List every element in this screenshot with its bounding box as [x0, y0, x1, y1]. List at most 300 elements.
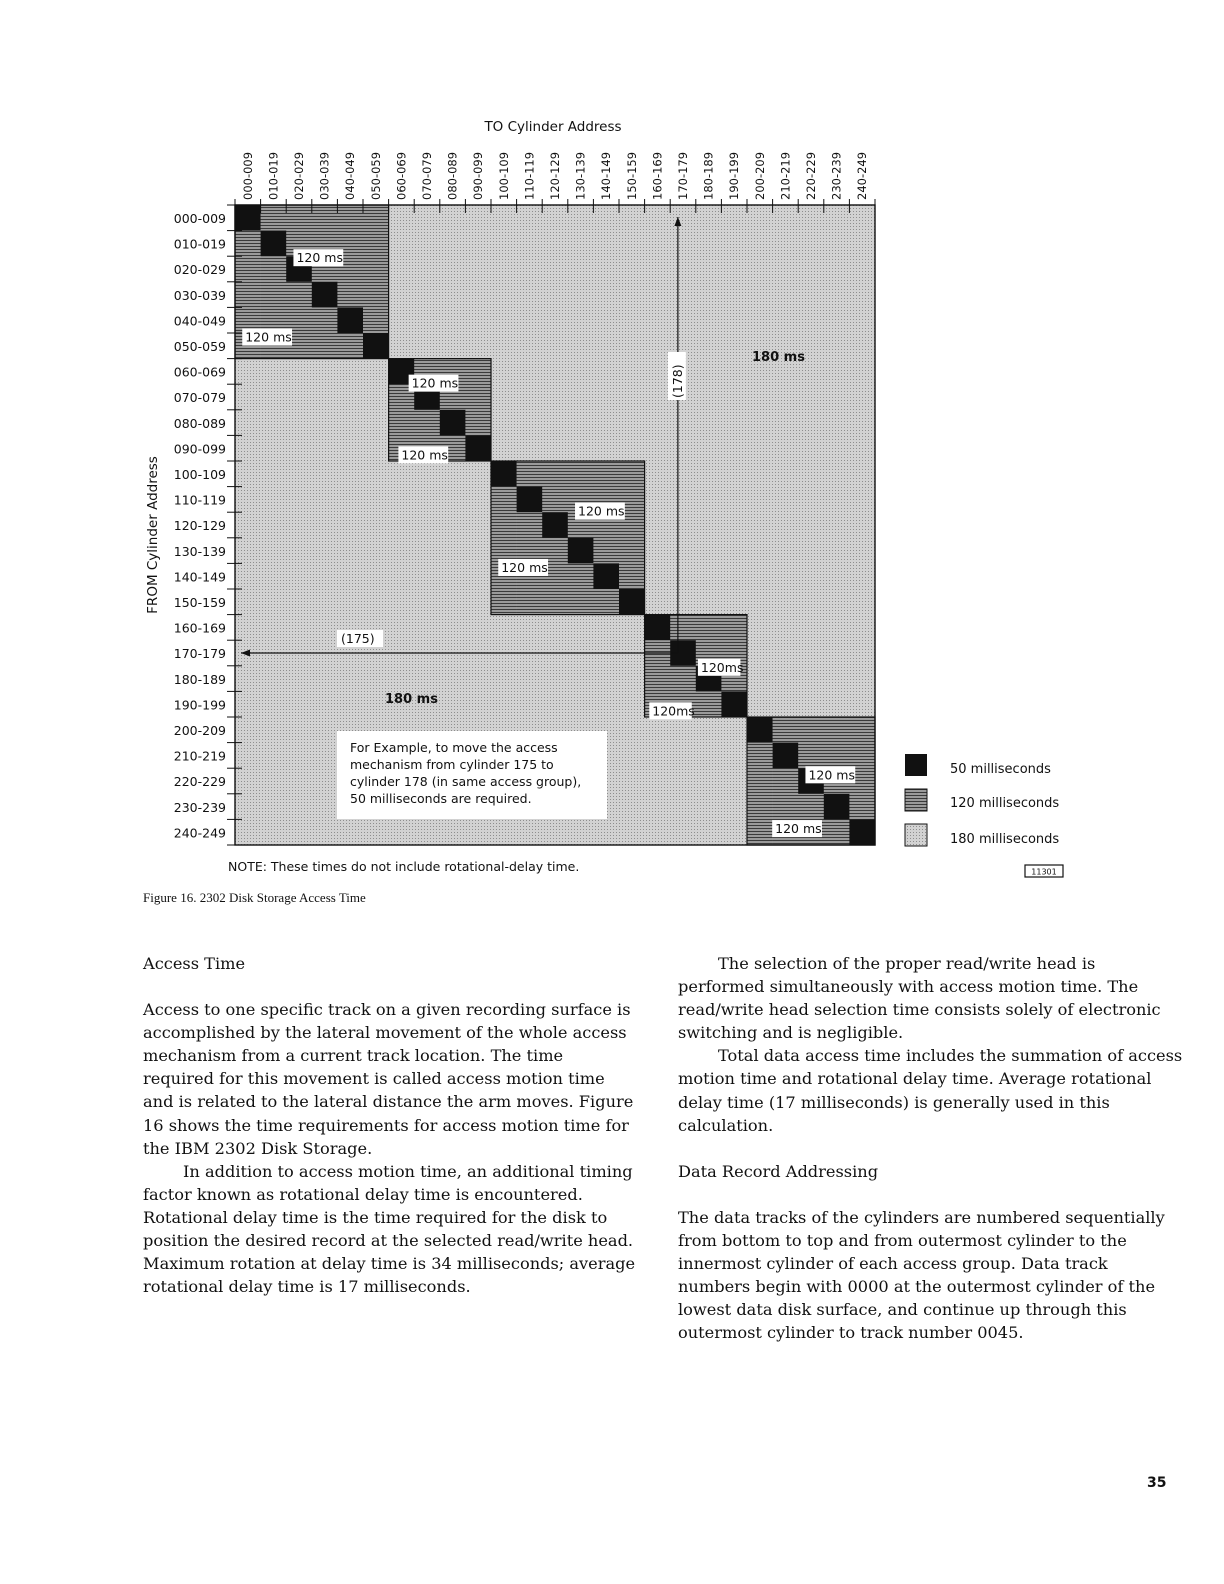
from-label-230-239: 230-239	[173, 799, 226, 815]
cell-000-009-to-050-059	[363, 205, 389, 231]
label-120-group-5-lower-text: 120 ms	[775, 821, 822, 837]
cell-200-209-to-230-239	[824, 717, 850, 743]
cell-240-249-to-000-009	[235, 819, 261, 845]
right-column	[678, 952, 1183, 1344]
cell-090-099-to-130-139	[568, 435, 594, 461]
cell-040-049-to-190-199	[721, 307, 747, 333]
cell-020-029-to-120-129	[542, 256, 568, 282]
cell-070-079-to-140-149	[593, 384, 619, 410]
cell-070-079-to-190-199	[721, 384, 747, 410]
cell-100-109-to-040-049	[337, 461, 363, 487]
cell-130-139-to-210-219	[773, 538, 799, 564]
cell-240-249-to-010-019	[261, 819, 287, 845]
cell-040-049-to-210-219	[773, 307, 799, 333]
from-label-030-039: 030-039	[173, 287, 226, 303]
figure-caption: Figure 16. 2302 Disk Storage Access Time	[143, 890, 366, 905]
cell-010-019-to-130-139	[568, 231, 594, 257]
cell-010-019-to-010-019	[261, 231, 287, 257]
from-label-160-169: 160-169	[173, 620, 226, 636]
cell-190-199-to-180-189	[696, 691, 722, 717]
cell-190-199-to-150-159	[619, 691, 645, 717]
cell-140-149-to-160-169	[645, 563, 671, 589]
cell-120-129-to-180-189	[696, 512, 722, 538]
cell-040-049-to-150-159	[619, 307, 645, 333]
cell-120-129-to-200-209	[747, 512, 773, 538]
cell-090-099-to-190-199	[721, 435, 747, 461]
cell-080-089-to-010-019	[261, 410, 287, 436]
cell-050-059-to-230-239	[824, 333, 850, 359]
cell-060-069-to-240-249	[849, 359, 875, 385]
cell-090-099-to-240-249	[849, 435, 875, 461]
cell-130-139-to-170-179	[670, 538, 696, 564]
cell-030-039-to-240-249	[849, 282, 875, 308]
cell-050-059-to-070-079	[414, 333, 440, 359]
label-120-group-1-upper-text: 120 ms	[296, 250, 343, 266]
cell-010-019-to-120-129	[542, 231, 568, 257]
cell-100-109-to-020-029	[286, 461, 312, 487]
cell-060-069-to-050-059	[363, 359, 389, 385]
cell-080-089-to-210-219	[773, 410, 799, 436]
cell-110-119-to-220-229	[798, 487, 824, 513]
cell-050-059-to-040-049	[337, 333, 363, 359]
cell-010-019-to-180-189	[696, 231, 722, 257]
cell-000-009-to-180-189	[696, 205, 722, 231]
cell-060-069-to-090-099	[465, 359, 491, 385]
cell-050-059-to-100-109	[491, 333, 517, 359]
cell-050-059-to-180-189	[696, 333, 722, 359]
cell-130-139-to-020-029	[286, 538, 312, 564]
cell-080-089-to-150-159	[619, 410, 645, 436]
cell-040-049-to-220-229	[798, 307, 824, 333]
cell-040-049-to-040-049	[337, 307, 363, 333]
cell-050-059-to-160-169	[645, 333, 671, 359]
cell-010-019-to-060-069	[389, 231, 415, 257]
cell-190-199-to-100-109	[491, 691, 517, 717]
cell-100-109-to-090-099	[465, 461, 491, 487]
cell-100-109-to-150-159	[619, 461, 645, 487]
figure-id: 11301	[1031, 867, 1057, 877]
cell-120-129-to-050-059	[363, 512, 389, 538]
cell-090-099-to-220-229	[798, 435, 824, 461]
cell-160-169-to-080-089	[440, 615, 466, 641]
cell-200-209-to-030-039	[312, 717, 338, 743]
cell-090-099-to-000-009	[235, 435, 261, 461]
cell-060-069-to-150-159	[619, 359, 645, 385]
cell-200-209-to-220-229	[798, 717, 824, 743]
cell-010-019-to-000-009	[235, 231, 261, 257]
cell-040-049-to-030-039	[312, 307, 338, 333]
cell-100-109-to-000-009	[235, 461, 261, 487]
cell-030-039-to-130-139	[568, 282, 594, 308]
cell-100-109-to-130-139	[568, 461, 594, 487]
cell-160-169-to-150-159	[619, 615, 645, 641]
cell-180-189-to-070-079	[414, 666, 440, 692]
from-label-060-069: 060-069	[173, 364, 226, 380]
cell-120-129-to-010-019	[261, 512, 287, 538]
cell-100-109-to-240-249	[849, 461, 875, 487]
cell-030-039-to-170-179	[670, 282, 696, 308]
label-120-group-2-upper	[409, 375, 459, 392]
cell-050-059-to-030-039	[312, 333, 338, 359]
cell-150-159-to-050-059	[363, 589, 389, 615]
from-label-050-059: 050-059	[173, 339, 226, 354]
cell-030-039-to-030-039	[312, 282, 338, 308]
cell-110-119-to-240-249	[849, 487, 875, 513]
cell-040-049-to-230-239	[824, 307, 850, 333]
example-line-3: cylinder 178 (in same access group),	[350, 774, 582, 789]
cell-000-009-to-170-179	[670, 205, 696, 231]
cell-140-149-to-060-069	[389, 563, 415, 589]
cell-160-169-to-180-189	[696, 615, 722, 641]
to-label-040-049: 040-049	[343, 151, 358, 200]
cell-030-039-to-080-089	[440, 282, 466, 308]
cell-140-149-to-220-229	[798, 563, 824, 589]
cell-080-089-to-140-149	[593, 410, 619, 436]
example-line-2: mechanism from cylinder 175 to	[350, 757, 554, 772]
cell-060-069-to-140-149	[593, 359, 619, 385]
cell-090-099-to-050-059	[363, 435, 389, 461]
cell-050-059-to-090-099	[465, 333, 491, 359]
cell-000-009-to-040-049	[337, 205, 363, 231]
cell-180-189-to-010-019	[261, 666, 287, 692]
cell-180-189-to-090-099	[465, 666, 491, 692]
cell-040-049-to-200-209	[747, 307, 773, 333]
label-120-group-5-upper	[805, 766, 855, 783]
cell-160-169-to-220-229	[798, 615, 824, 641]
cell-110-119-to-000-009	[235, 487, 261, 513]
cell-060-069-to-110-119	[517, 359, 543, 385]
cell-160-169-to-000-009	[235, 615, 261, 641]
cell-010-019-to-160-169	[645, 231, 671, 257]
cell-140-149-to-230-239	[824, 563, 850, 589]
cell-110-119-to-100-109	[491, 487, 517, 513]
cell-170-179-to-230-239	[824, 640, 850, 666]
cell-010-019-to-220-229	[798, 231, 824, 257]
cell-140-149-to-020-029	[286, 563, 312, 589]
cell-150-159-to-150-159	[619, 589, 645, 615]
legend-label-180: 180 milliseconds	[950, 832, 1060, 847]
cell-150-159-to-020-029	[286, 589, 312, 615]
cell-180-189-to-110-119	[517, 666, 543, 692]
cell-180-189-to-160-169	[645, 666, 671, 692]
to-label-180-189: 180-189	[701, 151, 716, 200]
cell-210-219-to-150-159	[619, 743, 645, 769]
to-label-230-239: 230-239	[829, 151, 844, 200]
cell-130-139-to-240-249	[849, 538, 875, 564]
cell-200-209-to-240-249	[849, 717, 875, 743]
label-120-group-3-upper	[575, 503, 625, 520]
to-cylinder-labels	[241, 152, 869, 200]
cell-010-019-to-100-109	[491, 231, 517, 257]
cell-180-189-to-200-209	[747, 666, 773, 692]
cell-070-079-to-160-169	[645, 384, 671, 410]
cell-040-049-to-240-249	[849, 307, 875, 333]
cell-180-189-to-060-069	[389, 666, 415, 692]
cell-030-039-to-230-239	[824, 282, 850, 308]
cell-140-149-to-190-199	[721, 563, 747, 589]
to-label-060-069: 060-069	[394, 151, 409, 200]
cell-080-089-to-170-179	[670, 410, 696, 436]
label-120-group-3-lower	[498, 559, 548, 576]
cell-190-199-to-190-199	[721, 691, 747, 717]
cell-090-099-to-140-149	[593, 435, 619, 461]
cell-090-099-to-040-049	[337, 435, 363, 461]
cell-240-249-to-120-129	[542, 819, 568, 845]
cell-140-149-to-140-149	[593, 563, 619, 589]
paragraph-total-access: Total data access time includes the summation of access motion time and rotational delay time. Average rotational delay time (17 milliseconds) is generally used in this calculation.	[678, 1046, 1183, 1135]
from-label-130-139: 130-139	[173, 543, 226, 559]
cell-150-159-to-180-189	[696, 589, 722, 615]
cell-150-159-to-130-139	[568, 589, 594, 615]
cell-030-039-to-150-159	[619, 282, 645, 308]
cell-040-049-to-160-169	[645, 307, 671, 333]
cell-180-189-to-130-139	[568, 666, 594, 692]
cell-020-029-to-130-139	[568, 256, 594, 282]
cell-070-079-to-010-019	[261, 384, 287, 410]
cell-230-239-to-210-219	[773, 794, 799, 820]
to-label-000-009: 000-009	[240, 151, 255, 200]
cell-000-009-to-070-079	[414, 205, 440, 231]
cell-230-239-to-240-249	[849, 794, 875, 820]
cell-040-049-to-110-119	[517, 307, 543, 333]
cell-130-139-to-090-099	[465, 538, 491, 564]
cell-080-089-to-040-049	[337, 410, 363, 436]
cell-100-109-to-140-149	[593, 461, 619, 487]
cell-070-079-to-120-129	[542, 384, 568, 410]
paragraph-access-2: In addition to access motion time, an additional timing factor known as rotational delay time is encountered. Rotational delay time is the time required for the disk to position the desired record at the selected read/write head. Maximum rotation at delay time is 34 milliseconds; average rotational delay time is 17 milliseconds.	[143, 1161, 636, 1297]
example-to-label: (178)	[669, 364, 685, 398]
cell-120-129-to-060-069	[389, 512, 415, 538]
page-number: 35	[1147, 1475, 1167, 1491]
cell-080-089-to-240-249	[849, 410, 875, 436]
cell-160-169-to-240-249	[849, 615, 875, 641]
cell-040-049-to-140-149	[593, 307, 619, 333]
cell-240-249-to-130-139	[568, 819, 594, 845]
cell-020-029-to-100-109	[491, 256, 517, 282]
cell-180-189-to-220-229	[798, 666, 824, 692]
cell-070-079-to-180-189	[696, 384, 722, 410]
cell-050-059-to-110-119	[517, 333, 543, 359]
cell-070-079-to-220-229	[798, 384, 824, 410]
cell-130-139-to-130-139	[568, 538, 594, 564]
label-120-group-1-upper	[293, 249, 343, 266]
cell-040-049-to-170-179	[670, 307, 696, 333]
cell-000-009-to-120-129	[542, 205, 568, 231]
cell-060-069-to-100-109	[491, 359, 517, 385]
cell-020-029-to-150-159	[619, 256, 645, 282]
cell-110-119-to-090-099	[465, 487, 491, 513]
cell-080-089-to-120-129	[542, 410, 568, 436]
cell-110-119-to-190-199	[721, 487, 747, 513]
cell-150-159-to-080-089	[440, 589, 466, 615]
label-180-lower: 180 ms	[385, 692, 438, 707]
cell-110-119-to-120-129	[542, 487, 568, 513]
cell-120-129-to-000-009	[235, 512, 261, 538]
cell-240-249-to-160-169	[645, 819, 671, 845]
cell-130-139-to-030-039	[312, 538, 338, 564]
cell-130-139-to-050-059	[363, 538, 389, 564]
cell-020-029-to-010-019	[261, 256, 287, 282]
cell-010-019-to-070-079	[414, 231, 440, 257]
to-label-080-089: 080-089	[445, 151, 460, 200]
cell-080-089-to-080-089	[440, 410, 466, 436]
cell-140-149-to-070-079	[414, 563, 440, 589]
legend-label-120: 120 milliseconds	[950, 796, 1060, 811]
label-120-group-2-upper-text: 120 ms	[411, 375, 459, 391]
cell-150-159-to-190-199	[721, 589, 747, 615]
cell-120-129-to-220-229	[798, 512, 824, 538]
cell-100-109-to-060-069	[389, 461, 415, 487]
cell-240-249-to-070-079	[414, 819, 440, 845]
cell-120-129-to-080-089	[440, 512, 466, 538]
cell-050-059-to-120-129	[542, 333, 568, 359]
cell-000-009-to-190-199	[721, 205, 747, 231]
label-120-group-4-lower-text: 120ms	[652, 703, 695, 719]
cell-140-149-to-080-089	[440, 563, 466, 589]
cell-110-119-to-160-169	[645, 487, 671, 513]
paragraph-track-numbering: The data tracks of the cylinders are numbered sequentially from bottom to top and from outermost cylinder to the innermost cylinder of each access group. Data track numbers begin with 0000 at the outermost cylinder of the lowest data disk surface, and continue up through this outermost cylinder to track number 0045.	[678, 1207, 1165, 1343]
legend-swatch-50	[905, 754, 927, 776]
example-line-4: 50 milliseconds are required.	[350, 791, 532, 806]
cell-230-239-to-230-239	[824, 794, 850, 820]
cell-130-139-to-180-189	[696, 538, 722, 564]
to-label-220-229: 220-229	[804, 151, 818, 200]
cell-020-029-to-000-009	[235, 256, 261, 282]
cell-150-159-to-010-019	[261, 589, 287, 615]
cell-070-079-to-000-009	[235, 384, 261, 410]
cell-140-149-to-040-049	[337, 563, 363, 589]
cell-070-079-to-110-119	[517, 384, 543, 410]
cell-220-229-to-190-199	[721, 768, 747, 794]
cell-240-249-to-200-209	[747, 819, 773, 845]
cell-140-149-to-000-009	[235, 563, 261, 589]
cell-190-199-to-020-029	[286, 691, 312, 717]
cell-100-109-to-120-129	[542, 461, 568, 487]
to-label-070-079: 070-079	[420, 151, 434, 200]
cell-160-169-to-060-069	[389, 615, 415, 641]
label-120-group-4-lower	[649, 702, 695, 719]
cell-040-049-to-130-139	[568, 307, 594, 333]
cell-220-229-to-020-029	[286, 768, 312, 794]
cell-080-089-to-220-229	[798, 410, 824, 436]
cell-080-089-to-060-069	[389, 410, 415, 436]
cell-140-149-to-030-039	[312, 563, 338, 589]
cell-170-179-to-220-229	[798, 640, 824, 666]
cell-210-219-to-200-209	[747, 743, 773, 769]
cell-110-119-to-020-029	[286, 487, 312, 513]
cell-120-129-to-020-029	[286, 512, 312, 538]
cell-130-139-to-060-069	[389, 538, 415, 564]
to-label-090-099: 090-099	[471, 151, 486, 200]
cell-160-169-to-120-129	[542, 615, 568, 641]
cell-060-069-to-230-239	[824, 359, 850, 385]
from-label-020-029: 020-029	[173, 262, 226, 278]
cell-060-069-to-000-009	[235, 359, 261, 385]
cell-240-249-to-030-039	[312, 819, 338, 845]
cell-240-249-to-240-249	[849, 819, 875, 845]
cell-020-029-to-160-169	[645, 256, 671, 282]
cell-200-209-to-180-189	[696, 717, 722, 743]
cell-080-089-to-160-169	[645, 410, 671, 436]
from-label-080-089: 080-089	[173, 415, 226, 431]
cell-030-039-to-020-029	[286, 282, 312, 308]
cell-150-159-to-140-149	[593, 589, 619, 615]
cell-160-169-to-030-039	[312, 615, 338, 641]
cell-090-099-to-030-039	[312, 435, 338, 461]
cell-080-089-to-190-199	[721, 410, 747, 436]
cell-240-249-to-150-159	[619, 819, 645, 845]
cell-110-119-to-050-059	[363, 487, 389, 513]
cell-200-209-to-020-029	[286, 717, 312, 743]
cell-190-199-to-000-009	[235, 691, 261, 717]
cell-100-109-to-190-199	[721, 461, 747, 487]
label-120-group-2-lower-text: 120 ms	[401, 447, 448, 463]
cell-240-249-to-140-149	[593, 819, 619, 845]
cell-060-069-to-040-049	[337, 359, 363, 385]
cell-020-029-to-090-099	[465, 256, 491, 282]
cell-240-249-to-040-049	[337, 819, 363, 845]
cell-030-039-to-050-059	[363, 282, 389, 308]
cell-000-009-to-140-149	[593, 205, 619, 231]
cell-000-009-to-020-029	[286, 205, 312, 231]
cell-100-109-to-070-079	[414, 461, 440, 487]
heading-data-record-addressing: Data Record Addressing	[678, 1161, 879, 1181]
cell-130-139-to-200-209	[747, 538, 773, 564]
label-120-group-4-upper	[698, 659, 744, 676]
cell-110-119-to-070-079	[414, 487, 440, 513]
cell-160-169-to-170-179	[670, 615, 696, 641]
cell-020-029-to-230-239	[824, 256, 850, 282]
cell-080-089-to-000-009	[235, 410, 261, 436]
cell-110-119-to-110-119	[517, 487, 543, 513]
cell-060-069-to-120-129	[542, 359, 568, 385]
cell-030-039-to-040-049	[337, 282, 363, 308]
cell-200-209-to-160-169	[645, 717, 671, 743]
cell-120-129-to-230-239	[824, 512, 850, 538]
cell-090-099-to-230-239	[824, 435, 850, 461]
cell-180-189-to-000-009	[235, 666, 261, 692]
cell-070-079-to-030-039	[312, 384, 338, 410]
cell-140-149-to-150-159	[619, 563, 645, 589]
label-180-upper: 180 ms	[752, 350, 805, 365]
cell-240-249-to-050-059	[363, 819, 389, 845]
cell-200-209-to-210-219	[773, 717, 799, 743]
cell-120-129-to-120-129	[542, 512, 568, 538]
cell-020-029-to-050-059	[363, 256, 389, 282]
cell-190-199-to-110-119	[517, 691, 543, 717]
cell-130-139-to-140-149	[593, 538, 619, 564]
cell-190-199-to-140-149	[593, 691, 619, 717]
cell-210-219-to-000-009	[235, 743, 261, 769]
cell-040-049-to-120-129	[542, 307, 568, 333]
cell-190-199-to-120-129	[542, 691, 568, 717]
from-label-210-219: 210-219	[173, 748, 226, 764]
cell-010-019-to-090-099	[465, 231, 491, 257]
cell-010-019-to-230-239	[824, 231, 850, 257]
cell-180-189-to-170-179	[670, 666, 696, 692]
to-label-210-219: 210-219	[778, 151, 793, 200]
cell-190-199-to-130-139	[568, 691, 594, 717]
cell-070-079-to-100-109	[491, 384, 517, 410]
from-cylinder-labels	[174, 211, 226, 840]
cell-160-169-to-020-029	[286, 615, 312, 641]
cell-210-219-to-160-169	[645, 743, 671, 769]
cell-110-119-to-080-089	[440, 487, 466, 513]
cell-210-219-to-210-219	[773, 743, 799, 769]
cell-000-009-to-230-239	[824, 205, 850, 231]
cell-050-059-to-240-249	[849, 333, 875, 359]
cell-070-079-to-130-139	[568, 384, 594, 410]
